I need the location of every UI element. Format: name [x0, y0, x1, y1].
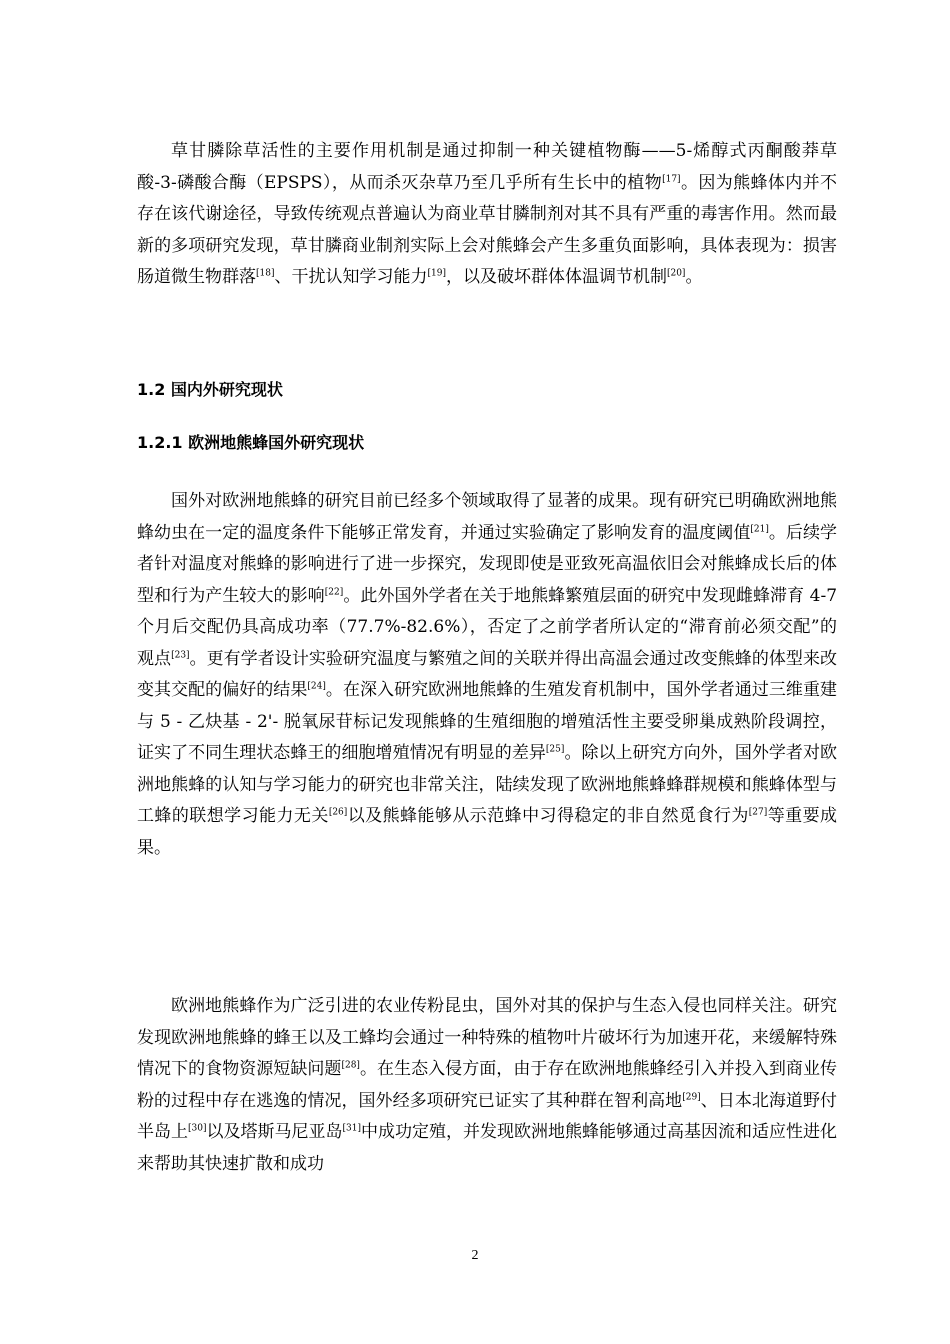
citation[interactable]: [21]	[750, 523, 769, 534]
citation[interactable]: [18]	[256, 268, 275, 279]
paragraph-text: 。更有学者设计实验研究温度与繁殖之间的关联并得出高温会通过改变熊蜂的体型来改变其交配的偏好的结果	[137, 648, 838, 700]
paragraph-text: 草甘膦除草活性的主要作用机制是通过抑制一种关键植物酶——5-烯醇式丙酮酸莽草酸-3-磷酸合酶（EPSPS），从而杀灭杂草乃至几乎所有生长中的植物	[137, 141, 837, 193]
section-heading: 1.2 国内外研究现状	[137, 380, 283, 399]
citation[interactable]: [29]	[682, 1091, 701, 1102]
citation[interactable]: [31]	[342, 1123, 361, 1134]
paragraph-text: 。除以上研究方向外，国外学者对欧洲地熊蜂的认知与学习能力的研究也非常关注，陆续发现了欧洲地熊蜂蜂群规模和熊蜂体型与工蜂的联想学习能力无关	[137, 743, 838, 826]
paragraph-text: 。后续学者针对温度对熊蜂的影响进行了进一步探究，发现即使是亚致死高温依旧会对熊蜂成长后的体型和行为产生较大的影响	[137, 522, 838, 606]
paragraph-text: 。在生态入侵方面，由于存在欧洲地熊蜂经引入并投入到商业传粉的过程中存在逃逸的情况，国外经多项研究已证实了其种群在智利高地	[137, 1059, 838, 1111]
citation[interactable]: [20]	[666, 268, 686, 279]
paragraph-text: 、干扰认知学习能力	[274, 267, 428, 287]
page-number: 2	[471, 1248, 479, 1263]
paragraph-text: 。因为熊蜂体内并不存在该代谢途径，导致传统观点普遍认为商业草甘膦制剂对其不具有严重的毒害作用。然而最新的多项研究发现，草甘膦商业制剂实际上会对熊蜂会产生多重负面影响，具体表现为：损害肠道微生物群落	[137, 172, 837, 287]
paragraph-text: 以及塔斯马尼亚岛	[206, 1122, 343, 1142]
paragraph-text: 、日本北海道野付半岛上	[137, 1090, 838, 1142]
body-paragraph	[137, 136, 837, 294]
citation[interactable]: [27]	[748, 807, 768, 818]
paragraph-text: 。此外国外学者在关于地熊蜂繁殖层面的研究中发现雌蜂滞育 4-7 个月后交配仍具高成功率（77.7%-82.6%），否定了之前学者所认定的“滞育前必须交配”的观点	[137, 585, 838, 669]
citation[interactable]: [30]	[188, 1123, 207, 1134]
citation[interactable]: [26]	[328, 807, 348, 818]
paragraph-text: 以及熊蜂能够从示范蜂中习得稳定的非自然觅食行为	[347, 806, 749, 826]
paragraph-text: 。在深入研究欧洲地熊蜂的生殖发育机制中，国外学者通过三维重建与 5 - 乙炔基 - 2'- 脱氧尿苷标记发现熊蜂的生殖细胞的增殖活性主要受卵巢成熟阶段调控，证实了不同生理状态蜂王的细胞增殖情况有明显的差异	[137, 680, 838, 763]
citation[interactable]: [17]	[662, 173, 681, 184]
citation[interactable]: [28]	[341, 1060, 360, 1071]
paragraph-text: 欧洲地熊蜂作为广泛引进的农业传粉昆虫，国外对其的保护与生态入侵也同样关注。研究发现欧洲地熊蜂的蜂王以及工蜂均会通过一种特殊的植物叶片破坏行为加速开花，来缓解特殊情况下的食物资源短缺问题	[137, 996, 837, 1079]
paragraph-text: 等重要成果。	[137, 806, 838, 858]
citation[interactable]: [22]	[324, 586, 344, 597]
body-paragraph	[137, 486, 837, 864]
citation[interactable]: [23]	[171, 649, 190, 660]
paragraph-text: ，以及破坏群体体温调节机制	[445, 267, 667, 287]
citation[interactable]: [25]	[545, 744, 565, 755]
citation[interactable]: [19]	[427, 268, 446, 279]
citation[interactable]: [24]	[307, 681, 326, 692]
body-paragraph	[137, 991, 837, 1180]
subsection-heading: 1.2.1 欧洲地熊蜂国外研究现状	[137, 433, 365, 452]
paragraph-text: 国外对欧洲地熊蜂的研究目前已经多个领域取得了显著的成果。现有研究已明确欧洲地熊蜂幼虫在一定的温度条件下能够正常发育，并通过实验确定了影响发育的温度阈值	[137, 491, 837, 543]
paragraph-text: 中成功定殖，并发现欧洲地熊蜂能够通过高基因流和适应性进化来帮助其快速扩散和成功	[137, 1122, 838, 1174]
paragraph-text: 。	[685, 267, 703, 287]
